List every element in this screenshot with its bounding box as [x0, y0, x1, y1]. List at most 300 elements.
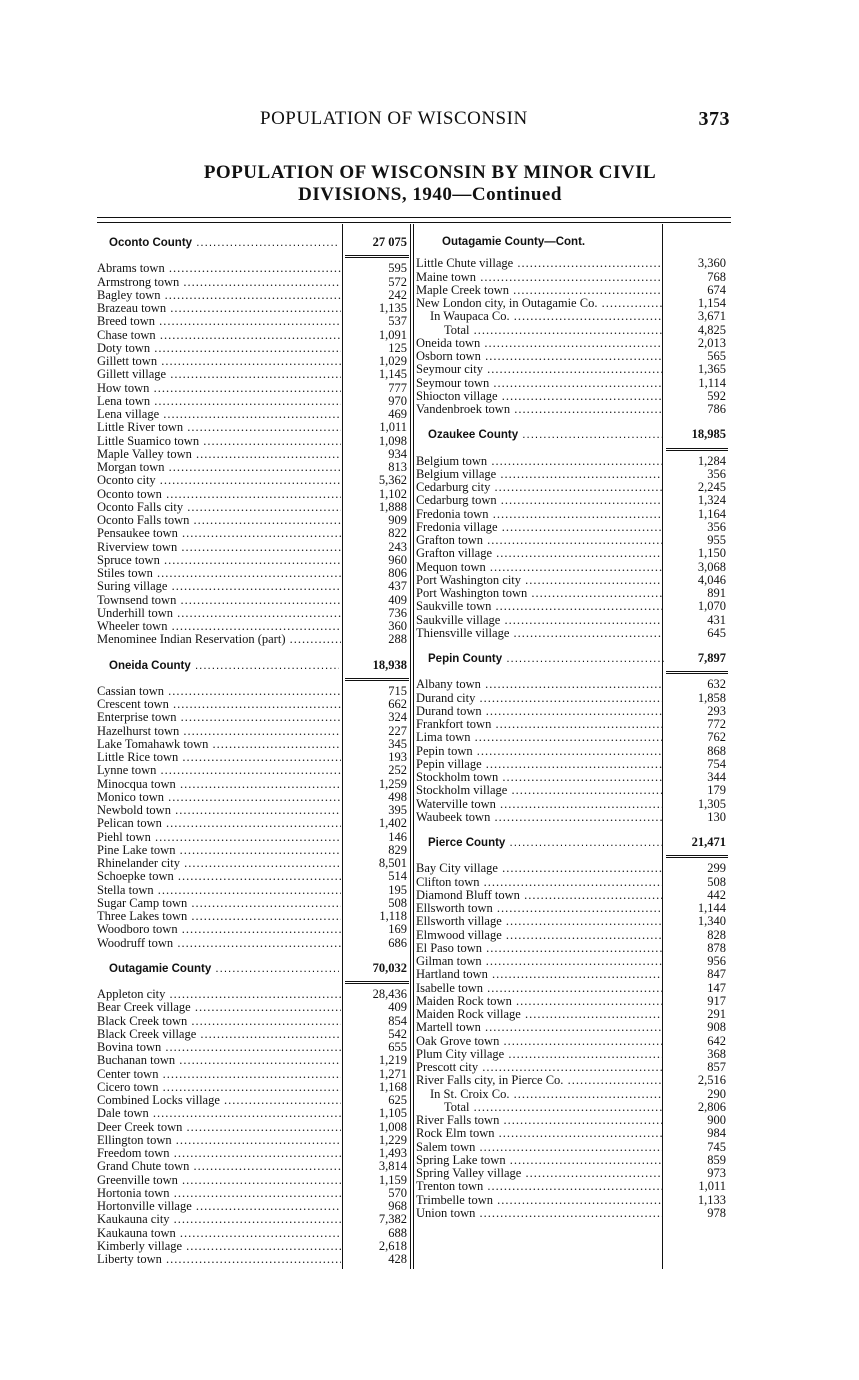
population-value: 195 [388, 882, 407, 897]
county-block [416, 428, 728, 640]
table-row [97, 1187, 409, 1200]
table-row [97, 421, 409, 434]
table-row [97, 857, 409, 870]
county-total: 7,897 [697, 651, 726, 665]
table-row [97, 1174, 409, 1187]
population-value: 854 [388, 1013, 407, 1028]
division-name: Total ..... [416, 1101, 662, 1114]
population-value: 169 [388, 922, 407, 937]
table-row [97, 1001, 409, 1014]
division-name: Sugar Camp town ..... [97, 897, 341, 910]
table-row [416, 955, 728, 968]
population-value: 592 [707, 388, 726, 403]
population-value: 179 [707, 783, 726, 798]
division-name: Gillett village ..... [97, 368, 341, 381]
table-row [416, 731, 728, 744]
table-row [416, 1074, 728, 1087]
population-value: 829 [388, 842, 407, 857]
division-name: Lena village ..... [97, 408, 341, 421]
division-name: Little Suamico town ..... [97, 435, 341, 448]
division-name: Oak Grove town ..... [416, 1035, 662, 1048]
division-name: Fredonia village ..... [416, 521, 662, 534]
division-name: Grand Chute town ..... [97, 1160, 341, 1173]
table-row [416, 771, 728, 784]
population-value: 736 [388, 605, 407, 620]
population-value: 984 [707, 1126, 726, 1141]
table-row [97, 435, 409, 448]
table-row [97, 580, 409, 593]
table-row [97, 1200, 409, 1213]
population-value: 1,402 [378, 816, 407, 831]
population-value: 956 [707, 954, 726, 968]
division-name: Durand town ..... [416, 705, 662, 718]
division-name: Hortonville village ..... [97, 1200, 341, 1213]
table-row [97, 1081, 409, 1094]
county-total: 18,938 [372, 657, 407, 672]
table-row [416, 1194, 728, 1207]
county-name: Outagamie County ..... [97, 963, 339, 976]
table-row [97, 1240, 409, 1253]
population-value: 1,150 [697, 546, 726, 561]
right-column [416, 234, 728, 1274]
division-name: Greenville town ..... [97, 1174, 341, 1187]
population-value: 1,305 [697, 796, 726, 811]
division-name: Hazelhurst town ..... [97, 725, 341, 738]
population-value: 1,011 [379, 420, 407, 435]
county-total-rule [666, 665, 728, 674]
division-name: Thiensville village ..... [416, 627, 662, 640]
table-row [416, 718, 728, 731]
population-value: 822 [388, 526, 407, 541]
division-name: Abrams town ..... [97, 262, 341, 275]
table-row [416, 297, 728, 310]
population-value: 3,360 [697, 256, 726, 271]
division-name: Isabelle town ..... [416, 982, 662, 995]
table-row [97, 937, 409, 950]
division-name: Diamond Bluff town ..... [416, 889, 662, 902]
division-name: Hartland town ..... [416, 968, 662, 981]
division-name: Little Rice town ..... [97, 751, 341, 764]
population-value: 1,168 [378, 1079, 407, 1094]
table-row [416, 363, 728, 376]
population-value: 768 [707, 269, 726, 284]
title-line-2: DIVISIONS, 1940—Continued [298, 184, 562, 205]
population-value: 3,814 [378, 1159, 407, 1174]
population-value: 908 [707, 1020, 726, 1035]
county-name: Oneida County ..... [97, 660, 339, 673]
table-row [97, 448, 409, 461]
table-row [416, 337, 728, 350]
population-value: 859 [707, 1152, 726, 1167]
table-row [416, 929, 728, 942]
division-name: Morgan town ..... [97, 461, 341, 474]
division-name: Oconto city ..... [97, 474, 341, 487]
table-row [97, 831, 409, 844]
population-value: 565 [707, 349, 726, 363]
population-value: 847 [707, 967, 726, 982]
table-row [416, 1088, 728, 1101]
division-name: Bovina town ..... [97, 1041, 341, 1054]
population-value: 772 [707, 717, 726, 731]
county-heading [416, 652, 728, 665]
division-name: Fredonia town ..... [416, 508, 662, 521]
division-name: Oconto Falls town ..... [97, 514, 341, 527]
table-row [97, 276, 409, 289]
division-name: New London city, in Outagamie Co. ..... [416, 297, 662, 310]
table-row [97, 633, 409, 646]
population-value: 345 [388, 736, 407, 751]
table-row [97, 685, 409, 698]
division-name: How town ..... [97, 382, 341, 395]
table-row [416, 284, 728, 297]
division-name: Maiden Rock town ..... [416, 995, 662, 1008]
population-value: 498 [388, 789, 407, 804]
running-title: POPULATION OF WISCONSIN [260, 108, 528, 129]
table-row [416, 508, 728, 521]
population-value: 356 [707, 466, 726, 481]
division-name: Townsend town ..... [97, 594, 341, 607]
division-name: Belgium village ..... [416, 468, 662, 481]
table-row [416, 600, 728, 613]
county-name: Oconto County ..... [97, 237, 339, 250]
table-row [416, 968, 728, 981]
population-value: 146 [388, 829, 407, 844]
division-name: River Falls town ..... [416, 1114, 662, 1127]
table-row [97, 738, 409, 751]
table-row [416, 705, 728, 718]
county-total: 18,985 [691, 427, 726, 442]
division-name: Pelican town ..... [97, 817, 341, 830]
table-row [416, 876, 728, 889]
population-value: 252 [388, 763, 407, 778]
population-value: 3,068 [697, 559, 726, 574]
division-name: Oconto Falls city ..... [97, 501, 341, 514]
division-name: Seymour town ..... [416, 377, 662, 390]
population-value: 3,671 [697, 309, 726, 324]
table-row [97, 302, 409, 315]
division-name: Saukville village ..... [416, 614, 662, 627]
division-name: Osborn town ..... [416, 350, 662, 363]
division-name: Pine Lake town ..... [97, 844, 341, 857]
division-name: Saukville town ..... [416, 600, 662, 613]
table-row [416, 481, 728, 494]
division-name: Waterville town ..... [416, 798, 662, 811]
county-total: 27 075 [372, 235, 407, 249]
table-row [416, 574, 728, 587]
table-row [97, 1227, 409, 1240]
population-value: 960 [388, 552, 407, 567]
division-name: Combined Locks village ..... [97, 1094, 341, 1107]
division-name: Riverview town ..... [97, 541, 341, 554]
division-name: Spruce town ..... [97, 554, 341, 567]
population-value: 806 [388, 566, 407, 580]
table-row [416, 257, 728, 270]
population-value: 508 [707, 874, 726, 889]
population-value: 909 [388, 513, 407, 527]
population-value: 290 [707, 1086, 726, 1101]
county-total-rule [345, 975, 409, 984]
top-rule-thin [97, 222, 731, 223]
table-row [97, 923, 409, 936]
table-row [97, 897, 409, 910]
division-name: Brazeau town ..... [97, 302, 341, 315]
table-row [416, 692, 728, 705]
table-row [416, 798, 728, 811]
population-value: 299 [707, 861, 726, 876]
division-name: Elmwood village ..... [416, 929, 662, 942]
division-name: Stiles town ..... [97, 567, 341, 580]
population-value: 356 [707, 519, 726, 534]
division-name: Maple Creek town ..... [416, 284, 662, 297]
population-value: 1,144 [697, 901, 726, 915]
county-total: 70,032 [372, 960, 407, 975]
population-value: 572 [388, 274, 407, 289]
table-row [97, 527, 409, 540]
table-row [416, 271, 728, 284]
table-row [97, 711, 409, 724]
population-value: 934 [388, 446, 407, 461]
table-row [97, 1253, 409, 1266]
division-name: Underhill town ..... [97, 607, 341, 620]
population-value: 125 [388, 340, 407, 355]
division-name: Oconto town ..... [97, 488, 341, 501]
population-value: 147 [707, 980, 726, 995]
population-value: 686 [388, 935, 407, 950]
population-value: 437 [388, 579, 407, 594]
division-name: Kaukauna city ..... [97, 1213, 341, 1226]
division-name: Freedom town ..... [97, 1147, 341, 1160]
division-name: Kimberly village ..... [97, 1240, 341, 1253]
division-name: Armstrong town ..... [97, 276, 341, 289]
table-row [97, 1121, 409, 1134]
population-value: 360 [388, 619, 407, 633]
division-name: Stockholm village ..... [416, 784, 662, 797]
division-name: Hortonia town ..... [97, 1187, 341, 1200]
table-row [97, 804, 409, 817]
division-name: Maiden Rock village ..... [416, 1008, 662, 1021]
population-value: 409 [388, 592, 407, 607]
population-value: 368 [707, 1046, 726, 1061]
population-value: 193 [388, 750, 407, 764]
page-title [110, 162, 750, 206]
division-name: Bagley town ..... [97, 289, 341, 302]
table-row [416, 1035, 728, 1048]
page-number: 373 [698, 108, 730, 130]
table-row [97, 408, 409, 421]
table-row [97, 884, 409, 897]
table-row [416, 614, 728, 627]
county-heading [416, 428, 728, 441]
table-row [97, 870, 409, 883]
division-name: Pensaukee town ..... [97, 527, 341, 540]
division-name: Rock Elm town ..... [416, 1127, 662, 1140]
division-name: Lima town ..... [416, 731, 662, 744]
population-value: 900 [707, 1113, 726, 1127]
population-value: 645 [707, 625, 726, 640]
population-value: 1,284 [697, 453, 726, 468]
population-value: 655 [388, 1040, 407, 1054]
division-name: Albany town ..... [416, 678, 662, 691]
population-value: 1,135 [378, 301, 407, 315]
division-name: Seymour city ..... [416, 363, 662, 376]
table-row [416, 627, 728, 640]
division-name: Three Lakes town ..... [97, 910, 341, 923]
division-name: Black Creek town ..... [97, 1015, 341, 1028]
population-value: 1,164 [697, 506, 726, 521]
population-value: 428 [388, 1252, 407, 1266]
division-name: Port Washington city ..... [416, 574, 662, 587]
table-row [97, 567, 409, 580]
top-rule [97, 217, 731, 218]
table-row [97, 488, 409, 501]
population-value: 762 [707, 730, 726, 745]
division-name: Piehl town ..... [97, 831, 341, 844]
population-value: 1,324 [697, 493, 726, 508]
population-value: 973 [707, 1166, 726, 1180]
population-value: 395 [388, 803, 407, 817]
population-value: 1,365 [697, 362, 726, 377]
division-name: Lena town ..... [97, 395, 341, 408]
table-row [97, 289, 409, 302]
population-value: 1,271 [378, 1066, 407, 1081]
division-name: Kaukauna town ..... [97, 1227, 341, 1240]
table-row [416, 902, 728, 915]
division-name: Cedarburg city ..... [416, 481, 662, 494]
population-value: 1,154 [697, 296, 726, 310]
population-value: 968 [388, 1199, 407, 1213]
table-row [97, 698, 409, 711]
table-row [416, 390, 728, 403]
division-name: Pepin town ..... [416, 745, 662, 758]
division-name: Black Creek village ..... [97, 1028, 341, 1041]
table-row [97, 725, 409, 738]
table-row [97, 1160, 409, 1173]
population-value: 130 [707, 809, 726, 824]
population-value: 1,105 [378, 1106, 407, 1121]
population-value: 878 [707, 940, 726, 955]
division-name: Liberty town ..... [97, 1253, 341, 1266]
table-row [416, 862, 728, 875]
table-row [416, 915, 728, 928]
division-name: Grafton village ..... [416, 547, 662, 560]
population-value: 2,516 [697, 1073, 726, 1088]
population-value: 625 [388, 1093, 407, 1107]
division-name: Spring Lake town ..... [416, 1154, 662, 1167]
column-divider-center [410, 224, 411, 1269]
table-row [416, 521, 728, 534]
population-value: 514 [388, 869, 407, 884]
division-name: Salem town ..... [416, 1141, 662, 1154]
division-name: Rhinelander city ..... [97, 857, 341, 870]
population-value: 745 [707, 1139, 726, 1154]
population-value: 1,133 [697, 1192, 726, 1207]
table-row [97, 541, 409, 554]
population-value: 227 [388, 723, 407, 738]
population-value: 4,046 [697, 572, 726, 587]
table-row [97, 988, 409, 1001]
division-name: Shiocton village ..... [416, 390, 662, 403]
division-name: Schoepke town ..... [97, 870, 341, 883]
division-name: Gilman town ..... [416, 955, 662, 968]
table-row [97, 329, 409, 342]
table-row [416, 889, 728, 902]
division-name: Ellsworth town ..... [416, 902, 662, 915]
division-name: Little River town ..... [97, 421, 341, 434]
population-value: 243 [388, 539, 407, 554]
division-name: Cicero town ..... [97, 1081, 341, 1094]
division-name: Plum City village ..... [416, 1048, 662, 1061]
table-row [416, 310, 728, 323]
division-name: Stockholm town ..... [416, 771, 662, 784]
population-value: 1,219 [378, 1053, 407, 1068]
table-row [97, 262, 409, 275]
population-value: 857 [707, 1060, 726, 1074]
table-row [97, 1041, 409, 1054]
table-row [416, 1101, 728, 1114]
population-value: 508 [388, 895, 407, 910]
population-value: 777 [388, 380, 407, 395]
county-block [97, 659, 409, 950]
table-row [97, 1015, 409, 1028]
county-block [97, 962, 409, 1267]
population-value: 1,098 [378, 433, 407, 448]
division-name: Monico town ..... [97, 791, 341, 804]
table-row [97, 791, 409, 804]
population-value: 431 [707, 612, 726, 627]
table-row [97, 817, 409, 830]
division-name: Gillett town ..... [97, 355, 341, 368]
table-row [416, 995, 728, 1008]
table-row [416, 1167, 728, 1180]
division-name: Martell town ..... [416, 1021, 662, 1034]
table-row [97, 778, 409, 791]
table-row [97, 1213, 409, 1226]
division-name: Crescent town ..... [97, 698, 341, 711]
table-row [416, 547, 728, 560]
population-value: 2,618 [378, 1238, 407, 1253]
division-name: Waubeek town ..... [416, 811, 662, 824]
table-row [97, 607, 409, 620]
running-head [260, 108, 730, 132]
division-name: Cassian town ..... [97, 685, 341, 698]
population-value: 1,145 [378, 367, 407, 382]
population-value: 1,102 [378, 486, 407, 501]
table-row [97, 844, 409, 857]
division-name: Ellington town ..... [97, 1134, 341, 1147]
table-row [416, 455, 728, 468]
division-name: Trenton town ..... [416, 1180, 662, 1193]
county-total-rule [345, 249, 409, 258]
table-row [416, 350, 728, 363]
population-value: 324 [388, 710, 407, 725]
population-value: 754 [707, 756, 726, 771]
table-row [97, 1134, 409, 1147]
population-value: 344 [707, 770, 726, 784]
population-value: 1,091 [378, 327, 407, 342]
table-row [97, 1054, 409, 1067]
population-value: 1,008 [378, 1119, 407, 1134]
division-name: Doty town ..... [97, 342, 341, 355]
division-name: In St. Croix Co. ..... [416, 1088, 662, 1101]
division-name: Menominee Indian Reservation (part) ..... [97, 633, 341, 646]
population-value: 1,340 [697, 914, 726, 929]
county-heading [97, 962, 409, 975]
table-row [97, 514, 409, 527]
county-heading [97, 659, 409, 672]
left-column [97, 234, 409, 1274]
population-value: 2,806 [697, 1099, 726, 1114]
population-value: 813 [388, 460, 407, 474]
